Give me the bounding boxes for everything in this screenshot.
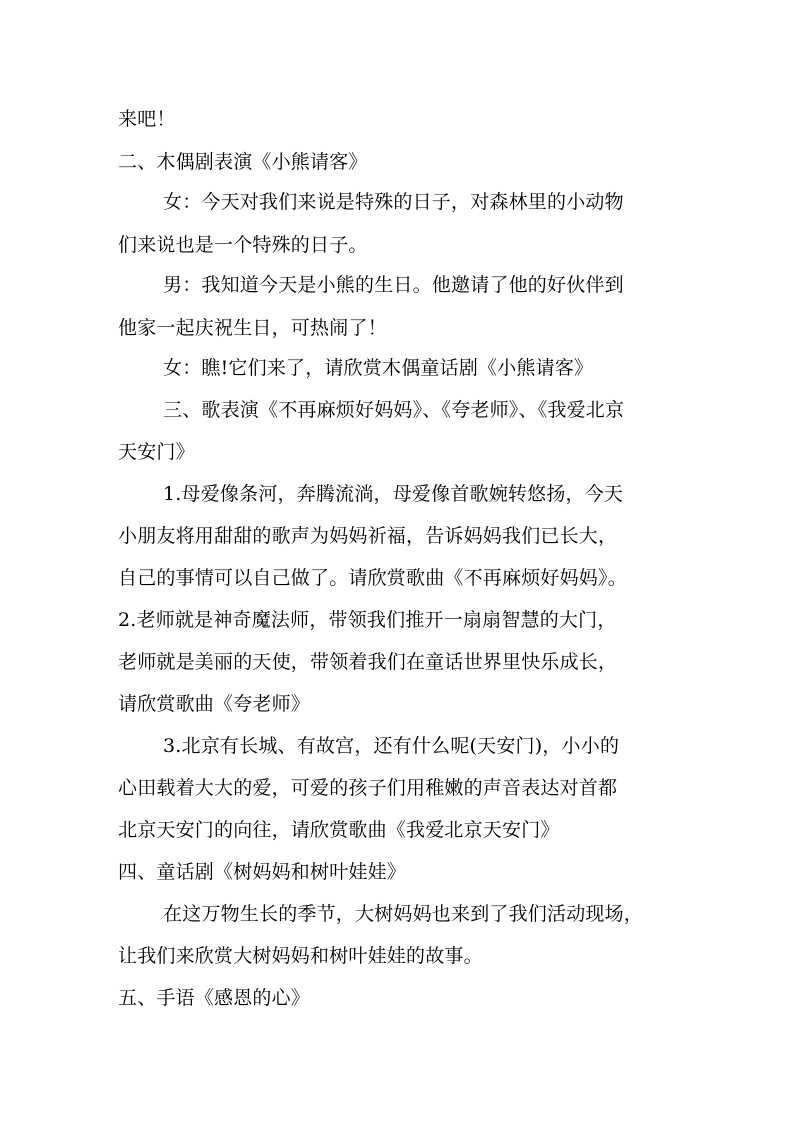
text-line: 们来说也是一个特殊的日子。 <box>118 234 368 256</box>
text-line: 心田载着大大的爱，可爱的孩子们用稚嫩的声音表达对首都 <box>118 777 618 799</box>
text-line: 3.北京有长城、有故宫，还有什么呢(天安门)，小小的 <box>163 735 620 757</box>
text-line: 1.母爱像条河，奔腾流淌，母爱像首歌婉转悠扬，今天 <box>163 483 624 505</box>
text-line: 他家一起庆祝生日，可热闹了！ <box>118 317 387 339</box>
section-heading: 四、童话剧《树妈妈和树叶娃娃》 <box>118 861 407 883</box>
section-heading: 二、木偶剧表演《小熊请客》 <box>118 151 368 173</box>
text-line: 小朋友将用甜甜的歌声为妈妈祈福，告诉妈妈我们已长大， <box>118 525 618 547</box>
text-line: 女：瞧!它们来了，请欣赏木偶童话剧《小熊请客》 <box>163 357 594 379</box>
text-line: 让我们来欣赏大树妈妈和树叶娃娃的故事。 <box>118 945 483 967</box>
section-heading: 三、歌表演《不再麻烦好妈妈》、《夸老师》、《我爱北京 <box>163 399 625 421</box>
text-line: 男：我知道今天是小熊的生日。他邀请了他的好伙伴到 <box>163 274 624 296</box>
text-line: 天安门》 <box>118 441 195 463</box>
text-line: 老师就是美丽的天使，带领着我们在童话世界里快乐成长， <box>118 651 618 673</box>
text-line: 请欣赏歌曲《夸老师》 <box>118 693 311 715</box>
section-heading: 五、手语《感恩的心》 <box>118 987 311 1009</box>
text-line: 自己的事情可以自己做了。请欣赏歌曲《不再麻烦好妈妈》。 <box>118 567 627 589</box>
text-line: 来吧！ <box>118 108 176 130</box>
text-line: 北京天安门的向往，请欣赏歌曲《我爱北京天安门》 <box>118 819 560 841</box>
text-line: 2.老师就是神奇魔法师，带领我们推开一扇扇智慧的大门， <box>118 609 617 631</box>
text-line: 女：今天对我们来说是特殊的日子，对森林里的小动物 <box>163 191 624 213</box>
text-line: 在这万物生长的季节，大树妈妈也来到了我们活动现场， <box>163 903 644 925</box>
